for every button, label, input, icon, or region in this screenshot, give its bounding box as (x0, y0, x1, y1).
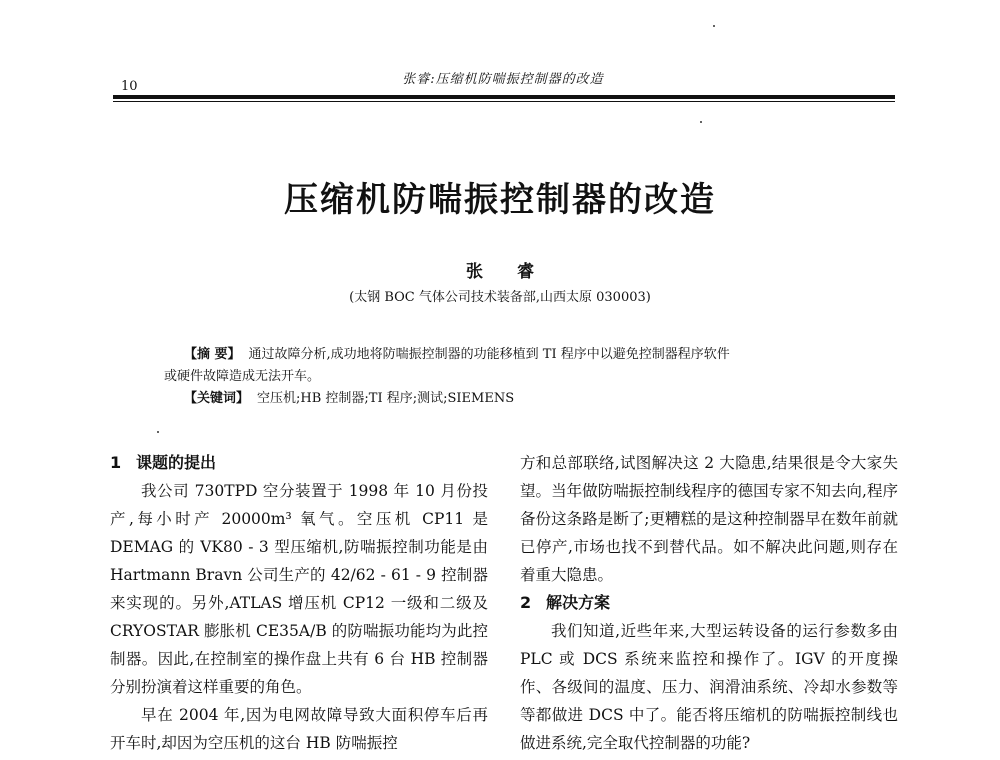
author-affiliation: (太钢 BOC 气体公司技术装备部,山西太原 030003) (349, 290, 651, 305)
abstract-line (170, 344, 860, 366)
abstract-line-2 (164, 366, 860, 388)
page-number: 10 (121, 79, 138, 94)
paragraph: 我公司 730TPD 空分装置于 1998 年 10 月份投产,每小时产 20000m³ 氧气。空压机 CP11 是 DEMAG 的 VK80 - 3 型压缩机,防喘振控制功能是由 Hartmann Bravn 公司生产的 42/62 - 61 - 9 控制器来实现的。另外,ATLAS 增压机 CP12 一级和二级及 CRYOSTAR 膨胀机 CE35A/B 的防喘振功能均为此控制器。因此,在控制室的操作盘上共有 6 台 HB 控制器分别扮演着这样重要的角色。 (110, 482, 488, 696)
header-rule-thick (113, 95, 895, 99)
section-title: 课题的提出 (136, 453, 217, 472)
abstract-label: 【摘 要】 (184, 347, 241, 362)
scan-speck (157, 431, 159, 433)
author-name: 张 睿 (466, 262, 548, 282)
abstract-text-line2: 或硬件故障造成无法开车。 (164, 369, 321, 384)
paragraph: 早在 2004 年,因为电网故障导致大面积停车后再开车时,却因为空压机的这台 HB 防喘振控 (110, 706, 488, 752)
section-title: 解决方案 (546, 593, 611, 612)
keywords-text: 空压机;HB 控制器;TI 程序;测试;SIEMENS (257, 391, 515, 406)
header-rule-thin (113, 101, 895, 102)
keywords-label: 【关键词】 (184, 391, 250, 406)
abstract-text-line1: 通过故障分析,成功地将防喘振控制器的功能移植到 TI 程序中以避免控制器程序软件 (248, 347, 730, 362)
section-number: 1 (110, 453, 122, 472)
scan-speck (713, 25, 715, 27)
section-heading-2 (520, 589, 898, 617)
paragraph-continued: 方和总部联络,试图解决这 2 大隐患,结果很是令大家失望。当年做防喘振控制线程序的德国专家不知去向,程序备份这条路是断了;更糟糕的是这种控制器早在数年前就已停产,市场也找不到替代品。如不解决此问题,则存在着重大隐患。 (520, 454, 898, 584)
section-number: 2 (520, 593, 532, 612)
left-column (110, 449, 488, 757)
keywords-line (170, 388, 860, 410)
scan-speck (700, 121, 702, 123)
article-title: 压缩机防喘振控制器的改造 (284, 180, 716, 220)
paragraph: 我们知道,近些年来,大型运转设备的运行参数多由 PLC 或 DCS 系统来监控和操作了。IGV 的开度操作、各级间的温度、压力、润滑油系统、冷却水参数等等都做进 DCS 中了。能否将压缩机的防喘振控制线也做进系统,完全取代控制器的功能? (520, 622, 898, 752)
abstract-block (164, 344, 860, 410)
right-column (520, 449, 898, 757)
section-heading-1 (110, 449, 488, 477)
running-title: 张睿:压缩机防喘振控制器的改造 (402, 72, 604, 87)
page-header (113, 68, 893, 92)
